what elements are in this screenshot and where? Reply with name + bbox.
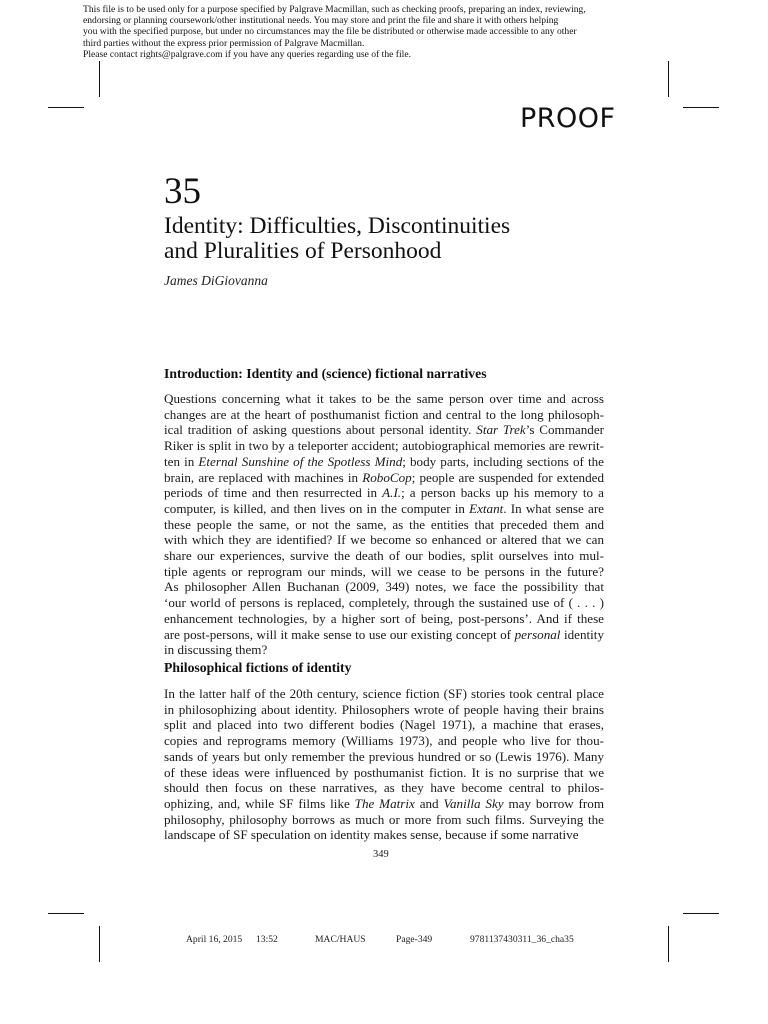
text-run: ; body parts, including sections of the <box>402 453 604 469</box>
text-run: As philosopher Allen Buchanan (2009, 349) notes, we face the possibility that <box>164 579 604 595</box>
crop-mark <box>99 61 100 97</box>
text-line <box>164 796 604 812</box>
text-run: ; people are suspended for extended <box>411 469 604 485</box>
text-line <box>164 422 604 438</box>
crop-mark <box>683 107 719 108</box>
notice-line: third parties without the express prior permission of Palgrave Macmillan. <box>83 37 365 49</box>
body-paragraph <box>164 391 604 658</box>
text-run: and <box>414 795 444 811</box>
italic-title: A.I. <box>382 485 402 501</box>
text-line <box>164 391 604 407</box>
section-heading: Introduction: Identity and (science) fictional narratives <box>164 366 487 381</box>
chapter-number: 35 <box>164 171 201 212</box>
body-paragraph <box>164 686 604 843</box>
text-run: ; a person backs up his memory to a <box>401 485 604 501</box>
text-run: ’s Commander <box>525 422 604 438</box>
notice-line: This file is to be used only for a purpose specified by Palgrave Macmillan, such as checking proofs, preparing an index, reviewing, <box>83 4 586 15</box>
proof-mark: PROOF <box>520 103 616 134</box>
text-line <box>164 812 604 828</box>
text-run: with which they are identified? If we become so enhanced or altered that we can <box>164 532 604 548</box>
chapter-author: James DiGiovanna <box>164 273 268 288</box>
text-run: Questions concerning what it takes to be the same person over time and across <box>164 391 604 406</box>
text-line <box>164 780 604 796</box>
text-run: Riker is split in two by a teleporter accident; autobiographical memories are rewrit- <box>164 438 604 454</box>
crop-mark <box>99 926 100 962</box>
footer-page: Page-349 <box>396 934 433 945</box>
text-line <box>164 733 604 749</box>
text-run: of these ideas were influenced by posthumanist fiction. It is no surprise that we <box>164 764 604 780</box>
footer-date: April 16, 2015 <box>186 934 243 945</box>
text-line <box>164 454 604 470</box>
text-line <box>164 407 604 423</box>
text-run: are post-persons, will it make sense to use our existing concept of <box>164 626 515 642</box>
text-line <box>164 579 604 595</box>
text-run: landscape of SF speculation on identity makes sense, because if some narrative <box>164 827 579 843</box>
text-line <box>164 611 604 627</box>
text-run: brain, are replaced with machines in <box>164 469 363 485</box>
crop-mark <box>668 61 669 97</box>
italic-title: Extant <box>469 500 504 516</box>
footer-time: 13:52 <box>256 934 278 945</box>
italic-title: Star Trek <box>476 422 526 438</box>
text-run: may borrow from <box>503 795 605 811</box>
text-run: enhancement technologies, by a higher sort of being, post-persons’. And if these <box>164 610 604 626</box>
chapter-title <box>164 214 634 264</box>
text-run: ten in <box>164 453 199 469</box>
text-run: identity <box>560 626 604 642</box>
italic-title: personal <box>514 626 561 642</box>
text-line <box>164 627 604 643</box>
text-run: ophizing, and, while SF films like <box>164 795 355 811</box>
text-run: share our experiences, survive the death of our bodies, split ourselves into mul- <box>164 548 604 564</box>
text-run: philosophy, philosophy borrows as much or more from such films. Surveying the <box>164 811 604 827</box>
text-run: . In what sense are <box>503 500 604 516</box>
italic-title: RoboCop <box>362 469 412 485</box>
section-heading: Philosophical fictions of identity <box>164 660 352 675</box>
crop-mark <box>48 913 84 914</box>
text-run: these people the same, or not the same, as the entities that preceded them and <box>164 516 604 532</box>
text-line <box>164 485 604 501</box>
text-run: In the latter half of the 20th century, science fiction (SF) stories took central place <box>164 686 604 701</box>
text-run: should then focus on these narratives, as they have become central to philos- <box>164 780 604 796</box>
text-line <box>164 749 604 765</box>
text-run: ‘our world of persons is replaced, completely, through the sustained use of ( . . . ) <box>164 595 604 611</box>
italic-title: Eternal Sunshine of the Spotless Mind <box>198 453 403 469</box>
chapter-title-line: and Pluralities of Personhood <box>164 238 442 264</box>
text-run: changes are at the heart of posthumanist fiction and central to the long philosoph- <box>164 406 604 422</box>
text-line <box>164 642 604 658</box>
notice-line: Please contact rights@palgrave.com if you have any queries regarding use of the file. <box>83 48 411 60</box>
page-number: 349 <box>373 849 389 860</box>
text-run: ical tradition of asking questions about personal identity. <box>164 422 477 438</box>
footer-file: 9781137430311_36_cha35 <box>470 934 574 945</box>
text-line <box>164 517 604 533</box>
text-line <box>164 702 604 718</box>
crop-mark <box>48 107 84 108</box>
crop-mark <box>683 913 719 914</box>
permissions-notice <box>83 4 643 60</box>
italic-title: Vanilla Sky <box>443 795 504 811</box>
text-line <box>164 501 604 517</box>
notice-line: endorsing or planning coursework/other institutional needs. You may store and print the file and share it with others helping <box>83 15 559 27</box>
text-run: sands of years but only remember the previous hundred or so (Lewis 1976). Many <box>164 748 604 764</box>
text-run: in discussing them? <box>164 642 268 658</box>
text-run: computer, is killed, and then lives on in the computer in <box>164 500 470 516</box>
chapter-title-line: Identity: Difficulties, Discontinuities <box>164 213 511 239</box>
text-run: tiple agents or reprogram our minds, will we cease to be persons in the future? <box>164 563 604 579</box>
text-line <box>164 765 604 781</box>
text-line <box>164 595 604 611</box>
text-line <box>164 827 604 843</box>
text-line <box>164 470 604 486</box>
crop-mark <box>668 926 669 962</box>
text-line <box>164 532 604 548</box>
text-line <box>164 438 604 454</box>
notice-line: you with the specified purpose, but under no circumstances may the file be distributed or otherwise made accessible to any other <box>83 26 577 38</box>
italic-title: The Matrix <box>354 795 415 811</box>
text-run: in philosophizing about identity. Philosophers wrote of people having their brains <box>164 701 604 717</box>
text-run: split and placed into two different bodies (Nagel 1971), a machine that erases, <box>164 717 604 733</box>
footer-publisher: MAC/HAUS <box>315 934 366 945</box>
text-run: copies and reprograms memory (Williams 1973), and people who live for thou- <box>164 733 604 749</box>
text-line <box>164 717 604 733</box>
text-run: periods of time and then resurrected in <box>164 485 383 501</box>
text-line <box>164 564 604 580</box>
text-line <box>164 686 604 702</box>
text-line <box>164 548 604 564</box>
